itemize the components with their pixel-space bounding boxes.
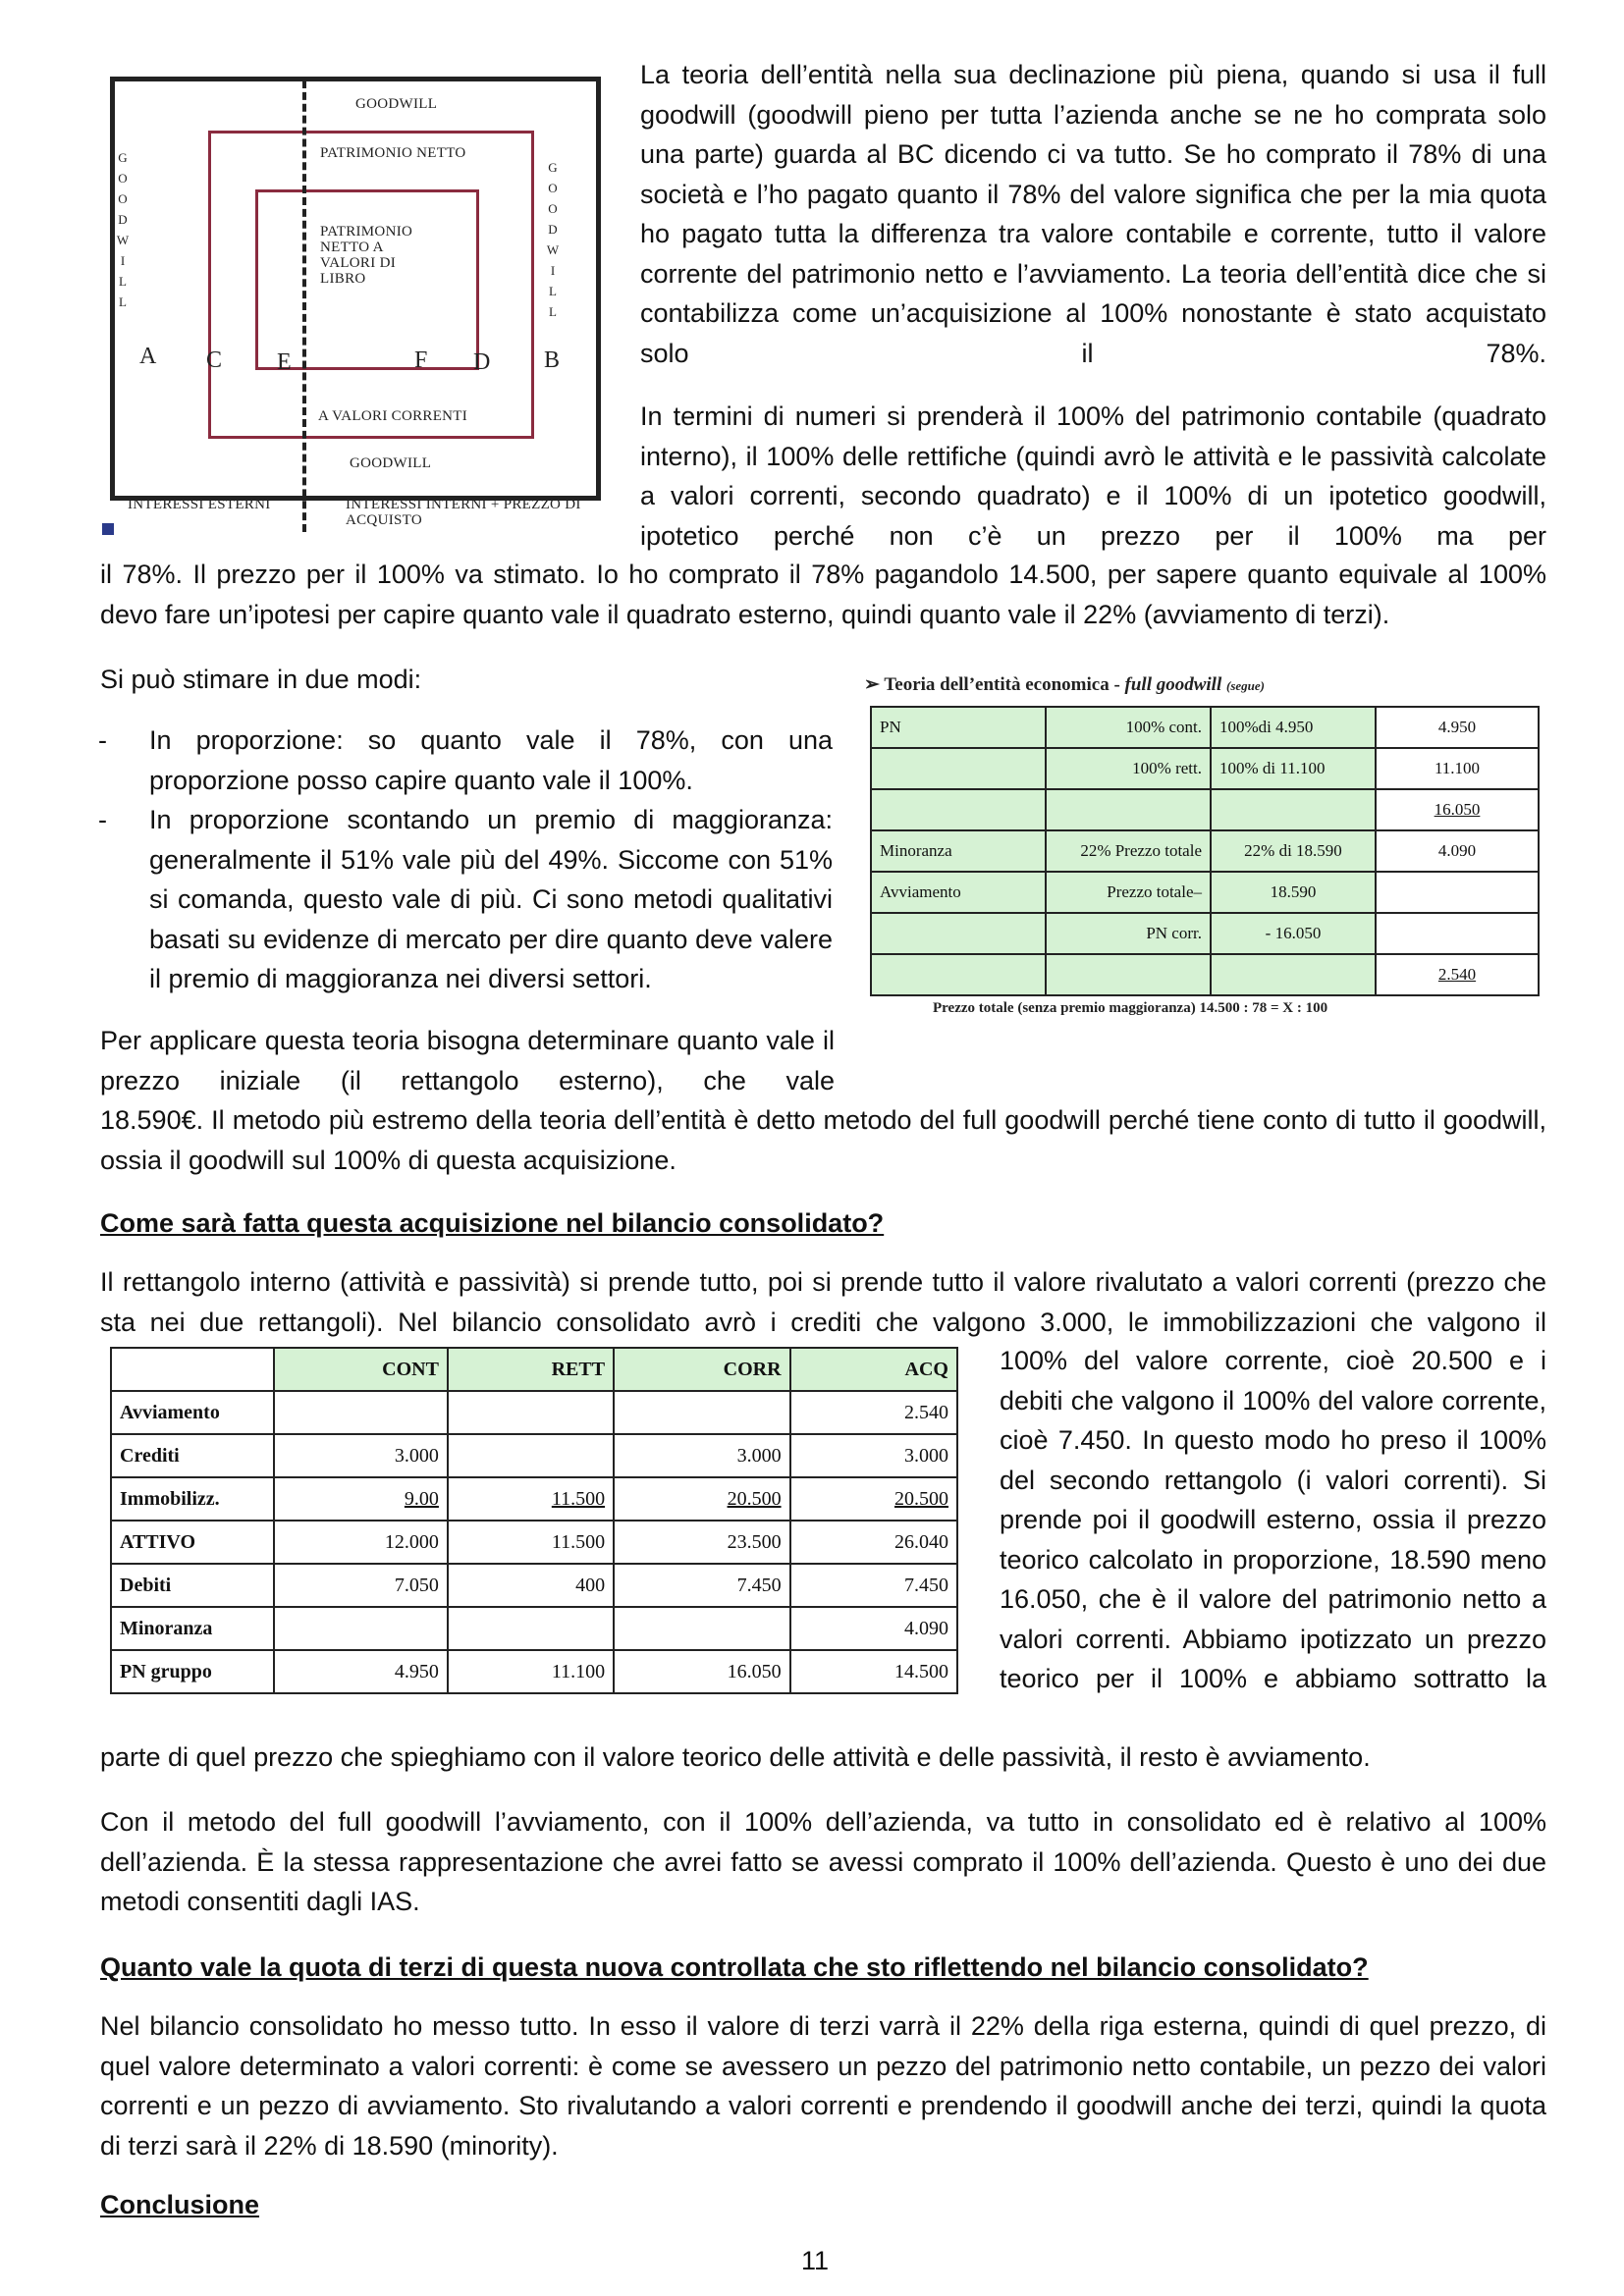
teoria-entita-table xyxy=(870,706,1540,996)
table-cell: 20.500 xyxy=(614,1477,789,1521)
table-cell: Debiti xyxy=(111,1564,274,1607)
table-cell: 4.090 xyxy=(1376,830,1539,872)
table-cell: 4.950 xyxy=(274,1650,448,1693)
interessi-interni-label xyxy=(346,497,581,528)
table-cell xyxy=(1211,789,1376,830)
vertical-letter: W xyxy=(116,233,130,247)
table-header-cell: CONT xyxy=(274,1348,448,1391)
table-header-row xyxy=(111,1348,957,1391)
table-header-cell: ACQ xyxy=(790,1348,957,1391)
paragraph-rettangolo-interno: Il rettangolo interno (attività e passività) si prende tutto, poi si prende tutto il valore rivalutato a valori correnti (prezzo che sta nei due rettangoli). Nel bilancio consolidato avrò i crediti che valgono 3.000, le immobilizzazioni che valgono il xyxy=(100,1267,1546,1337)
patrimonio-netto-label: PATRIMONIO NETTO xyxy=(320,145,466,161)
dashed-divider xyxy=(302,80,306,532)
table-cell: 400 xyxy=(448,1564,614,1607)
table-cell xyxy=(448,1391,614,1434)
table-cell: 100%di 4.950 xyxy=(1211,707,1376,748)
paragraph-teoria-entita: La teoria dell’entità nella sua declinazione più piena, quando si usa il full goodwill (goodwill pieno per tutta l’azienda anche se ne ho comprata solo una parte) guarda al BC dicendo ci va tutto. Se ho comprato il 78% di una società e l’ho pagato quanto il 78% del valore significa che per la mia quota ho pagato tutta la differenza tra valore contabile e corrente, tutto il valore corrente del patrimonio netto e l’avviamento. La teoria dell’entità dice che si contabilizza come un’acquisizione al 100% nonostante è stato acquistato solo il 78%. xyxy=(640,60,1546,368)
vertical-letter: L xyxy=(549,284,557,298)
table-cell: 4.090 xyxy=(790,1607,957,1650)
letter-b: B xyxy=(544,347,561,373)
square-marker-icon xyxy=(102,523,114,535)
table-row xyxy=(871,748,1539,789)
paragraph-parte-prezzo: parte di quel prezzo che spieghiamo con il valore teorico delle attività e delle passività, il resto è avviamento. xyxy=(100,1742,1371,1772)
table-cell: 3.000 xyxy=(790,1434,957,1477)
paragraph-applicare-part2: 18.590€. Il metodo più estremo della teoria dell’entità è detto metodo del full goodwill perché tiene conto di tutto il goodwill, ossia il goodwill sul 100% di questa acquisizione. xyxy=(100,1105,1546,1175)
table-cell xyxy=(1376,913,1539,954)
interessi-interni-line: INTERESSI INTERNI + PREZZO DI xyxy=(346,497,581,512)
bullet-item xyxy=(98,721,833,801)
table-cell xyxy=(871,954,1046,995)
table1-footnote: Prezzo totale (senza premio maggioranza) 14.500 : 78 = X : 100 xyxy=(933,1000,1328,1016)
vertical-letter: O xyxy=(118,171,128,186)
bullet-dash: - xyxy=(98,725,107,755)
table-cell xyxy=(1211,954,1376,995)
paragraph-termini-numeri-part2: il 78%. Il prezzo per il 100% va stimato. Io ho comprato il 78% pagandolo 14.500, per sapere quanto equivale al 100% devo fare un’ipotesi per capire quanto vale il quadrato esterno, quindi quanto vale il 22% (avviamento di terzi). xyxy=(100,560,1546,629)
stima-intro: Si può stimare in due modi: xyxy=(100,665,422,694)
vertical-letter: O xyxy=(548,181,558,195)
table-row xyxy=(871,830,1539,872)
letter-d: D xyxy=(473,349,491,375)
table-row xyxy=(871,954,1539,995)
interessi-esterni-label: INTERESSI ESTERNI xyxy=(128,497,271,512)
table-cell: 3.000 xyxy=(614,1434,789,1477)
paragraph-applicare-part1: Per applicare questa teoria bisogna determinare quanto vale il prezzo iniziale (il rettangolo esterno), che vale xyxy=(100,1026,835,1095)
table-cell: 12.000 xyxy=(274,1521,448,1564)
table-row xyxy=(111,1477,957,1521)
patrimonio-libro-line: VALORI DI xyxy=(320,255,397,271)
table-cell: PN xyxy=(871,707,1046,748)
vertical-letter: L xyxy=(119,294,127,309)
table-cell: 14.500 xyxy=(790,1650,957,1693)
table-cell xyxy=(871,913,1046,954)
table-row xyxy=(111,1564,957,1607)
paragraph-side-table: 100% del valore corrente, cioè 20.500 e i debiti che valgono il 100% del valore corrente, cioè 7.450. In questo modo ho preso il 100% del secondo rettangolo (i valori correnti). Si prende poi il goodwill esterno, ossia il prezzo teorico calcolato in proporzione, 18.590 meno 16.050, che è il valore del patrimonio netto a valori correnti. Abbiamo ipotizzato un prezzo teorico per il 100% e abbiamo sottratto la xyxy=(1000,1346,1546,1693)
table-cell: Immobilizz. xyxy=(111,1477,274,1521)
bullet-text: In proporzione: so quanto vale il 78%, con una proporzione posso capire quanto vale il 100%. xyxy=(149,725,833,795)
vertical-letter: W xyxy=(546,242,560,257)
goodwill-right-vertical xyxy=(546,157,560,322)
patrimonio-libro-line: PATRIMONIO xyxy=(320,224,413,240)
table-cell: 11.500 xyxy=(448,1477,614,1521)
patrimonio-libro-line: LIBRO xyxy=(320,271,366,287)
table-cell: 22% di 18.590 xyxy=(1211,830,1376,872)
table-cell: 7.450 xyxy=(790,1564,957,1607)
paragraph-full-goodwill: Con il metodo del full goodwill l’avviamento, con il 100% dell’azienda, va tutto in consolidato ed è relativo al 100% dell’azienda. È la stessa rappresentazione che avrei fatto se avessi comprato il 100% dell’azienda. Questo è uno dei due metodi consentiti dagli IAS. xyxy=(100,1807,1546,1916)
table-row xyxy=(111,1434,957,1477)
table-cell: 11.100 xyxy=(1376,748,1539,789)
vertical-letter: L xyxy=(549,304,557,319)
table-cell: Avviamento xyxy=(111,1391,274,1434)
letter-a: A xyxy=(139,344,157,369)
table-cell: - 16.050 xyxy=(1211,913,1376,954)
valori-correnti-label: A VALORI CORRENTI xyxy=(318,408,468,424)
bullet-text: In proporzione scontando un premio di maggioranza: generalmente il 51% vale più del 49%. Siccome con 51% si comanda, questo vale di più. Ci sono metodi qualitativi basati su evidenze di mercato per dire quanto deve valere il premio di maggioranza nei diversi settori. xyxy=(149,805,833,993)
heading-acquisizione-consolidato: Come sarà fatta questa acquisizione nel bilancio consolidato? xyxy=(100,1208,885,1238)
letter-c: C xyxy=(206,347,223,373)
table-header-cell xyxy=(111,1348,274,1391)
table-cell: Minoranza xyxy=(871,830,1046,872)
patrimonio-libro-label xyxy=(320,224,412,287)
table-cell: 20.500 xyxy=(790,1477,957,1521)
table-cell: Avviamento xyxy=(871,872,1046,913)
table-cell xyxy=(871,748,1046,789)
heading-quota-terzi: Quanto vale la quota di terzi di questa nuova controllata che sto riflettendo nel bilancio consolidato? xyxy=(100,1952,1369,1982)
vertical-letter: G xyxy=(548,160,558,175)
table-row xyxy=(111,1391,957,1434)
table-row xyxy=(871,872,1539,913)
table-cell: Minoranza xyxy=(111,1607,274,1650)
table1-title-prefix: ➢ Teoria dell’entità economica - xyxy=(864,674,1125,695)
table-cell: 16.050 xyxy=(1376,789,1539,830)
bullet-dash: - xyxy=(98,805,107,834)
table-row xyxy=(871,707,1539,748)
table-cell: 23.500 xyxy=(614,1521,789,1564)
table-cell: 7.050 xyxy=(274,1564,448,1607)
paragraph-termini-numeri-part1: In termini di numeri si prenderà il 100% del patrimonio contabile (quadrato interno), il 100% delle rettifiche (quindi avrò le attività e le passività calcolate a valori correnti, secondo quadrato) e il 100% di un ipotetico goodwill, ipotetico perché non c’è un prezzo per il 100% ma per xyxy=(640,401,1546,551)
table-row xyxy=(871,789,1539,830)
table-cell: 4.950 xyxy=(1376,707,1539,748)
table1-title-suffix: (segue) xyxy=(1226,678,1265,693)
page-number: 11 xyxy=(801,2246,830,2275)
vertical-letter: O xyxy=(118,191,128,206)
table-cell: 2.540 xyxy=(790,1391,957,1434)
vertical-letter: D xyxy=(548,222,558,237)
goodwill-top-label: GOODWILL xyxy=(355,96,438,112)
table-row xyxy=(111,1650,957,1693)
goodwill-diagram xyxy=(98,67,628,538)
table-cell: Prezzo totale– xyxy=(1046,872,1211,913)
table-cell: 100% rett. xyxy=(1046,748,1211,789)
vertical-letter: L xyxy=(119,274,127,289)
table-cell: 11.500 xyxy=(448,1521,614,1564)
vertical-letter: G xyxy=(118,150,128,165)
table-row xyxy=(111,1607,957,1650)
letter-e: E xyxy=(277,349,292,375)
table-cell: 22% Prezzo totale xyxy=(1046,830,1211,872)
table-row xyxy=(111,1521,957,1564)
paragraph-bilancio-consolidato: Nel bilancio consolidato ho messo tutto. In esso il valore di terzi varrà il 22% della riga esterna, quindi di quel prezzo, di quel valore determinato a valori correnti: è come se avessero un pezzo del patrimonio netto contabile, un pezzo dei valori correnti e un pezzo di avviamento. Sto rivalutando a valori correnti e prendendo il goodwill anche dei terzi, quindi la quota di terzi sarà il 22% di 18.590 (minority). xyxy=(100,2011,1546,2161)
consolidato-table xyxy=(110,1347,958,1694)
letter-f: F xyxy=(414,347,428,373)
table-cell: 16.050 xyxy=(614,1650,789,1693)
teoria-entita-table-figure xyxy=(864,673,1551,1017)
vertical-letter: O xyxy=(548,201,558,216)
vertical-letter: D xyxy=(118,212,128,227)
table-cell: ATTIVO xyxy=(111,1521,274,1564)
table-cell xyxy=(614,1391,789,1434)
vertical-letter: I xyxy=(550,263,556,278)
table-cell xyxy=(274,1607,448,1650)
bullet-item xyxy=(98,800,833,996)
heading-conclusione: Conclusione xyxy=(100,2190,260,2219)
table-cell xyxy=(448,1434,614,1477)
interessi-interni-line: ACQUISTO xyxy=(346,512,422,528)
table-cell: 2.540 xyxy=(1376,954,1539,995)
table-cell xyxy=(274,1391,448,1434)
table-cell xyxy=(448,1607,614,1650)
table-cell: 7.450 xyxy=(614,1564,789,1607)
table-header-cell: RETT xyxy=(448,1348,614,1391)
table-cell xyxy=(1376,872,1539,913)
table-cell xyxy=(1046,789,1211,830)
table-cell: PN gruppo xyxy=(111,1650,274,1693)
table-cell: 100% cont. xyxy=(1046,707,1211,748)
table-cell xyxy=(871,789,1046,830)
table-cell: 11.100 xyxy=(448,1650,614,1693)
table-row xyxy=(871,913,1539,954)
vertical-letter: I xyxy=(120,253,126,268)
table-cell: 3.000 xyxy=(274,1434,448,1477)
table-cell xyxy=(1046,954,1211,995)
goodwill-bottom-label: GOODWILL xyxy=(350,455,432,471)
patrimonio-libro-line: NETTO A xyxy=(320,240,384,255)
table1-title-italic: full goodwill xyxy=(1124,674,1222,695)
table-cell xyxy=(614,1607,789,1650)
table-cell: 100% di 11.100 xyxy=(1211,748,1376,789)
table-cell: PN corr. xyxy=(1046,913,1211,954)
goodwill-left-vertical xyxy=(116,147,130,312)
table-cell: 26.040 xyxy=(790,1521,957,1564)
table-cell: Crediti xyxy=(111,1434,274,1477)
table-cell: 9.00 xyxy=(274,1477,448,1521)
table-header-cell: CORR xyxy=(614,1348,789,1391)
table1-title xyxy=(864,673,1551,696)
table-cell: 18.590 xyxy=(1211,872,1376,913)
